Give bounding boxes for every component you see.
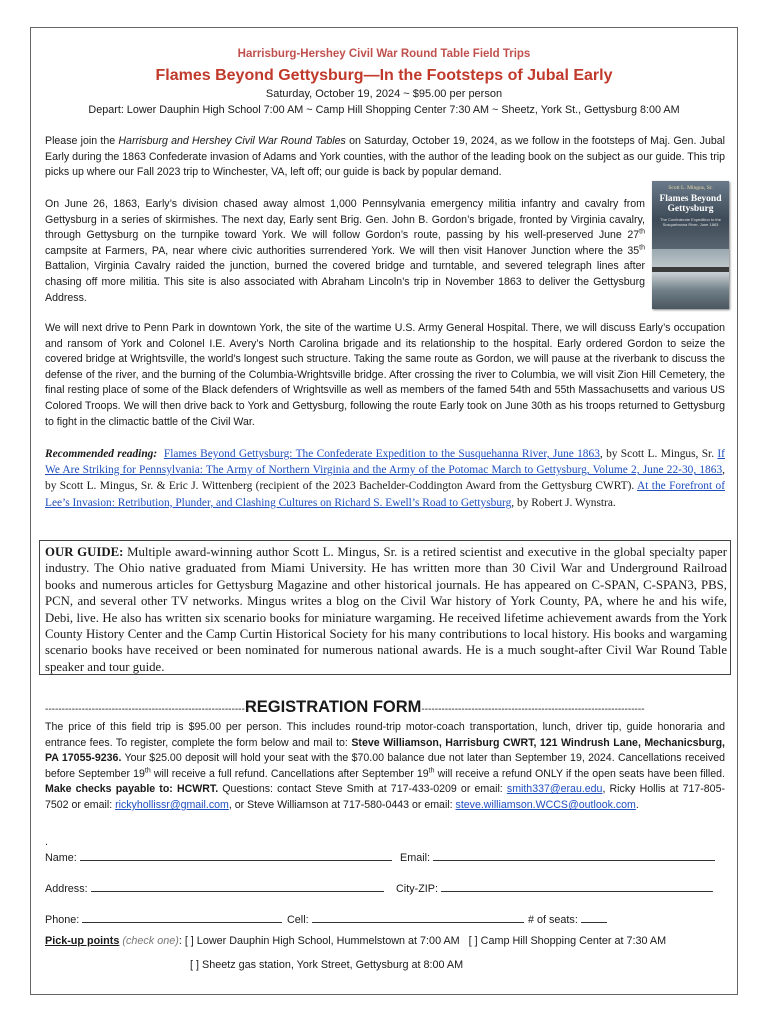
route-text-b: campsite at Farmers, PA, near where civic authorities surrendered York. We will then visit Hanover Junction where the 35 xyxy=(45,244,640,257)
reg-text-7: , or Steve Williamson at 717-580-0443 or email: xyxy=(228,798,456,811)
intro-org-name: Harrisburg and Hershey Civil War Round Tables xyxy=(118,135,346,147)
divider-right: ------------------------------------------------------------------- xyxy=(421,704,645,715)
pickup-option-camp-hill[interactable]: [ ] Camp Hill Shopping Center at 7:30 AM xyxy=(468,935,667,947)
divider-left: ------------------------------------------------------------ xyxy=(45,704,245,715)
guide-label: OUR GUIDE: xyxy=(45,545,124,559)
reading-author-2: , by Scott L. Mingus, Sr. & Eric J. Wittenberg (recipient of the 2023 Bachelder-Coddington Award from the Gettysburg CWRT). xyxy=(45,464,725,493)
page-title: Flames Beyond Gettysburg—In the Footsteps of Jubal Early xyxy=(155,67,613,84)
guide-text: Multiple award-winning author Scott L. Mingus, Sr. is a retired scientist and executive in the global specialty paper industry. The Ohio native graduated from Miami University. He has written more than 30 Civil War and Underground Railroad books and numerous articles for Gettysburg Magazine and other historical journals. He has appeared on C-SPAN, C-SPAN3, PBS, PCN, and several other TV networks. Mingus writes a blog on the Civil War history of York County, PA, where he and his wife, Debi, live. He also has written six scenario books for miniature wargaming. He received lifetime achievement awards from the York County History Center and the Camp Curtin Historical Society for his many contributions to local history. His books and wargaming scenario books have received or been nominated for numerous national awards. He is a much sought-after Civil War Round Table speaker and tour guide. xyxy=(45,545,727,674)
seats-label: # of seats: xyxy=(528,914,581,926)
reg-text-5: Questions: contact Steve Smith at 717-433-0209 or email: xyxy=(218,783,507,796)
date-price: Saturday, October 19, 2024 ~ $95.00 per person xyxy=(265,88,503,100)
cell-field[interactable] xyxy=(312,912,524,923)
route-text-a: On June 26, 1863, Early’s division chased away almost 1,000 Pennsylvania emergency militia infantry and cavalry from Gettysburg in a series of skirmishes. The next day, Early sent Brig. Gen. John B. Gordon’s brigade, fronted by Virginia cavalry, through Gettysburg on the turnpike toward York. We will follow Gordon’s route, passing by his well-preserved June 27 xyxy=(45,198,645,242)
pickup-hint: (check one) xyxy=(119,935,179,947)
bridge-illustration xyxy=(652,267,729,272)
book-cover-image xyxy=(652,181,729,309)
superscript: th xyxy=(639,228,645,236)
email-row xyxy=(400,850,715,864)
address-field[interactable] xyxy=(91,881,384,892)
book-cover-author: Scott L. Mingus, Sr. xyxy=(668,185,713,191)
phone-field[interactable] xyxy=(82,912,282,923)
email-link-williamson[interactable]: steve.williamson.WCCS@outlook.com xyxy=(455,798,636,811)
book-cover-scene xyxy=(652,249,729,309)
dot-marker: . xyxy=(45,836,48,848)
book-cover-title: Flames Beyond Gettysburg xyxy=(659,194,722,214)
mailing-address: Steve Williamson, Harrisburg CWRT, 121 Windrush Lane, Mechanicsburg, PA 17055-9236. xyxy=(45,736,725,765)
pickup-label: Pick-up points xyxy=(45,935,120,947)
checks-payable: Make checks payable to: HCWRT. xyxy=(45,783,219,796)
cityzip-row xyxy=(396,881,713,895)
pickup-option-sheetz[interactable]: [ ] Sheetz gas station, York Street, Gettysburg at 8:00 AM xyxy=(190,959,464,971)
email-link-hollis[interactable]: rickyhollissr@gmail.com xyxy=(115,798,229,811)
email-field[interactable] xyxy=(433,850,715,861)
book-link-flames[interactable]: Flames Beyond Gettysburg: The Confederate Expedition to the Susquehanna River, June 1863 xyxy=(163,448,600,460)
registration-text xyxy=(45,720,725,814)
cell-row xyxy=(287,912,524,926)
reg-text-3: will receive a full refund. Cancellations after September 19 xyxy=(150,767,429,780)
organization-heading: Harrisburg-Hershey Civil War Round Table Field Trips xyxy=(237,48,531,60)
cityzip-field[interactable] xyxy=(441,881,713,892)
email-label: Email: xyxy=(400,852,433,864)
registration-title: REGISTRATION FORM xyxy=(244,698,422,716)
superscript: th xyxy=(144,767,151,775)
superscript: th xyxy=(428,767,435,775)
seats-field[interactable] xyxy=(581,912,607,923)
cityzip-label: City-ZIP: xyxy=(396,883,441,895)
reading-label: Recommended reading: xyxy=(45,448,158,460)
phone-row xyxy=(45,912,282,926)
pickup-row xyxy=(45,935,666,947)
intro-text-c: on Saturday, October 19, 2024, as we follow in the footsteps of Maj. Gen. Jubal Early during the 1863 Confederate invasion of Adams and York counties, with the author of the leading book on the subject as our guide. This trip picks up where our Fall 2023 trip to Winchester, VA, left off; our guide is back by popular demand. xyxy=(45,135,725,179)
seats-row xyxy=(528,912,607,926)
route-text-c: Battalion, Virginia Cavalry raided the junction, burned the covered bridge and turntable, and severed telegraph lines after chasing off more militia. This site is also associated with Abraham Lincoln’s trip in November 1863 to deliver the Gettysburg Address. xyxy=(45,260,645,304)
book-link-forefront[interactable]: At the Forefront of Lee’s Invasion: Retribution, Plunder, and Clashing Cultures on Richard S. Ewell’s Road to Gettysburg xyxy=(45,480,726,509)
intro-text-a: Please join the xyxy=(45,135,119,147)
route-paragraph xyxy=(45,197,645,306)
address-row xyxy=(45,881,384,895)
cell-label: Cell: xyxy=(287,914,312,926)
superscript: th xyxy=(639,244,645,252)
reading-author-3: , by Robert J. Wynstra. xyxy=(511,496,616,509)
reading-author-1: , by Scott L. Mingus, Sr. xyxy=(599,448,718,460)
reg-text-6: , Ricky Hollis at 717-805-7502 or email: xyxy=(45,783,725,811)
name-row xyxy=(45,850,392,864)
recommended-reading xyxy=(45,446,725,511)
name-field[interactable] xyxy=(80,850,392,861)
registration-header xyxy=(45,698,725,717)
book-cover-subtitle: The Confederate Expedition to the Susquehanna River, June 1863 xyxy=(660,217,721,227)
guide-bio xyxy=(45,544,727,675)
pickup-row-2 xyxy=(190,959,463,971)
york-paragraph: We will next drive to Penn Park in downtown York, the site of the wartime U.S. Army General Hospital. There, we will discuss Early’s occupation and ransom of York and Colonel I.E. Avery’s North Carolina brigade and its relationship to the hospital. Early ordered Gordon to seize the covered bridge at Wrightsville, the world’s longest such structure. Taking the same route as Gordon, we will pause at the riverbank to discuss the defense of the river, and the burning of the Columbia-Wrightsville bridge. After crossing the river to Columbia, we will visit Zion Hill Cemetery, the final resting place of some of the Black defenders of Wrightsville as well as members of the famed 54th and 55th Massachusetts and various US Colored Troops. We will then drive back to York and Gettysburg, following the route Early took on June 30th as his troops returned to Gettysburg to fight in the climactic battle of the Civil War. xyxy=(45,322,725,428)
address-label: Address: xyxy=(45,883,91,895)
phone-label: Phone: xyxy=(45,914,83,926)
departure-times: Depart: Lower Dauphin High School 7:00 AM ~ Camp Hill Shopping Center 7:30 AM ~ Sheetz, York St., Gettysburg 8:00 AM xyxy=(88,104,680,116)
email-link-smith[interactable]: smith337@erau.edu xyxy=(506,783,603,796)
reg-text-4: will receive a refund ONLY if the open seats have been filled. xyxy=(434,767,725,780)
reg-text-8: . xyxy=(635,798,639,811)
pickup-colon: : xyxy=(178,935,185,947)
pickup-option-lower-dauphin[interactable]: [ ] Lower Dauphin High School, Hummelstown at 7:00 AM xyxy=(184,935,460,947)
book-link-striking[interactable]: If We Are Striking for Pennsylvania: The Army of Northern Virginia and the Army of the Potomac March to Gettysburg, Volume 2, June 22-30, 1863 xyxy=(45,448,725,477)
reg-text-2: Your $25.00 deposit will hold your seat with the $70.00 balance due not later than September 19, 2024. Cancellations received before September 19 xyxy=(45,752,725,780)
reg-text-1: The price of this field trip is $95.00 per person. This includes round-trip motor-coach transportation, lunch, driver tip, guide honoraria and entrance fees. To register, complete the form below and mail to: xyxy=(45,721,725,749)
name-label: Name: xyxy=(45,852,80,864)
intro-paragraph xyxy=(45,134,725,181)
